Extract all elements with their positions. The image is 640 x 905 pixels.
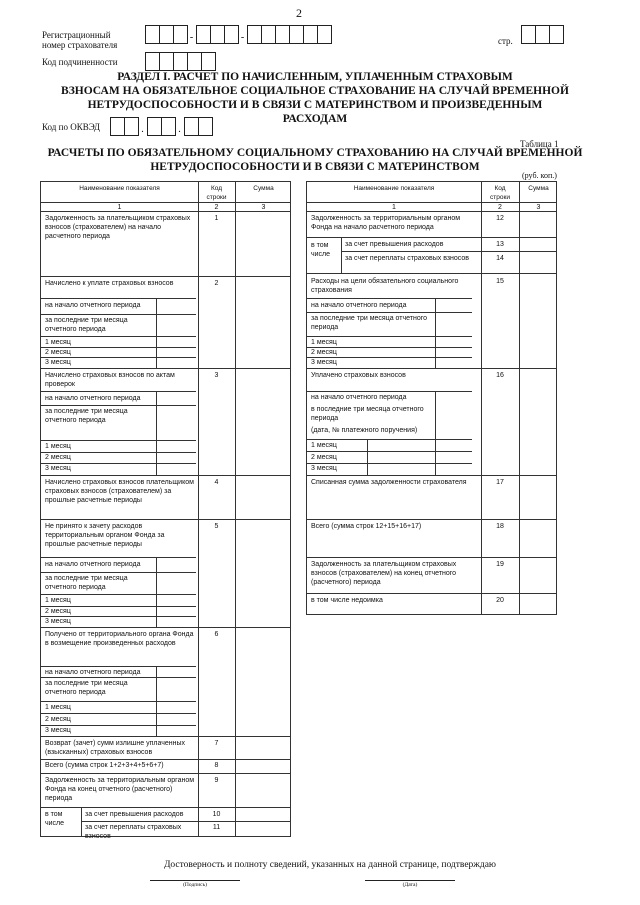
col-header-sum: Сумма	[528, 185, 549, 192]
row-code: 6	[214, 631, 219, 638]
row-code: 12	[496, 215, 504, 222]
table-title-line: НЕТРУДОСПОСОБНОСТИ И В СВЯЗИ С МАТЕРИНСТВОМ	[150, 161, 480, 173]
row-month: 2 месяц	[45, 349, 71, 356]
page-number-field[interactable]	[521, 25, 563, 44]
row-label: Задолженность за плательщиком страховых взносов (страхователем) на конец отчетного (расчетного) периода	[311, 561, 457, 586]
row-month: 3 месяц	[311, 465, 337, 472]
row-code: 5	[214, 523, 219, 530]
reg-number-field[interactable]: - -	[145, 25, 331, 51]
row-label: за счет переплаты страховых взносов	[345, 255, 469, 262]
reg-number-label	[42, 30, 117, 50]
row-month: 3 месяц	[45, 727, 71, 734]
row-label: Расходы на цели обязательного социального страхования	[311, 278, 459, 294]
col-header-name: Наименование показателя	[79, 185, 160, 192]
row-code: 15	[496, 278, 504, 285]
row-code: 16	[496, 372, 504, 379]
col-num-3: 3	[536, 204, 541, 211]
row-label: Уплачено страховых взносов	[311, 372, 406, 379]
col-header-code: Код строки	[490, 185, 510, 201]
row-label: Начислено к уплате страховых взносов	[45, 280, 174, 287]
date-label: (Дата)	[402, 882, 418, 888]
row-month: 3 месяц	[45, 465, 71, 472]
table-title-line: РАСЧЕТЫ ПО ОБЯЗАТЕЛЬНОМУ СОЦИАЛЬНОМУ СТРАХОВАНИЮ НА СЛУЧАЙ ВРЕМЕННОЙ	[47, 147, 583, 159]
confirmation-text: Достоверность и полноту сведений, указанных на данной странице, подтверждаю	[163, 860, 497, 870]
row-label: Начислено страховых взносов плательщиком страховых взносов (страхователем) за прошлые расчетные периоды	[45, 479, 194, 504]
row-month: 2 месяц	[45, 716, 71, 723]
col-header-name: Наименование показателя	[353, 185, 435, 192]
row-code: 14	[496, 255, 504, 262]
row-month: 1 месяц	[45, 704, 71, 711]
signature-label: (Подпись)	[183, 882, 207, 888]
row-code: 10	[212, 811, 221, 818]
row-month: 1 месяц	[311, 442, 337, 449]
right-table	[306, 181, 557, 615]
row-label: Всего (сумма строк 12+15+16+17)	[311, 523, 422, 530]
row-month: 1 месяц	[45, 443, 71, 450]
date-line[interactable]	[365, 880, 455, 881]
row-code: 19	[496, 561, 504, 568]
row-month: 3 месяц	[45, 359, 71, 366]
row-sublabel: в последние три месяца отчетного периода	[311, 406, 424, 422]
col-header-code: Код строки	[206, 185, 227, 201]
subordination-field[interactable]	[145, 52, 215, 71]
subordination-label: Код подчиненности	[42, 57, 118, 67]
row-sublabel: на начало отчетного периода	[45, 561, 141, 568]
row-code: 8	[214, 762, 219, 769]
row-sublabel: на начало отчетного периода	[45, 302, 141, 309]
row-code: 7	[214, 740, 219, 747]
row-label: за счет превышения расходов	[85, 811, 184, 818]
row-code: 17	[496, 479, 504, 486]
row-code: 3	[214, 372, 219, 379]
row-code: 18	[496, 523, 504, 530]
row-sublabel: за последние три месяца отчетного периода	[45, 317, 128, 333]
row-label: Задолженность за территориальным органом Фонда на конец отчетного (расчетного) периода	[45, 777, 195, 802]
row-label: за счет переплаты страховых взносов	[85, 824, 182, 840]
col-num-2: 2	[498, 204, 502, 211]
row-sublabel: за последние три месяца отчетного периода	[45, 575, 128, 591]
row-sublabel: за последние три месяца отчетного периода	[45, 680, 128, 696]
row-sublabel: на начало отчетного периода	[45, 669, 141, 676]
row-code: 20	[496, 597, 504, 604]
section-title-line: РАЗДЕЛ I. РАСЧЕТ ПО НАЧИСЛЕННЫМ, УПЛАЧЕННЫМ СТРАХОВЫМ	[117, 71, 513, 83]
row-label: Всего (сумма строк 1+2+3+4+5+6+7)	[45, 762, 164, 769]
row-sublabel: на начало отчетного периода	[45, 395, 141, 402]
table-title	[40, 146, 590, 174]
row-code: 11	[212, 824, 221, 831]
row-incl-label: в том числе	[45, 811, 65, 827]
row-code: 13	[496, 241, 504, 248]
row-label: Задолженность за плательщиком страховых взносов (страхователем) на начало расчетного периода	[45, 215, 191, 240]
row-month: 2 месяц	[311, 454, 337, 461]
col-num-1: 1	[392, 204, 396, 211]
row-sublabel: (дата, № платежного поручения)	[311, 427, 418, 434]
row-sublabel: на начало отчетного периода	[311, 394, 407, 401]
reg-label-line1: Регистрационный	[42, 30, 111, 40]
col-num-1: 1	[117, 204, 122, 211]
row-label: Списанная сумма задолженности страхователя	[311, 479, 467, 486]
okved-dot: .	[178, 124, 181, 135]
row-sublabel: за последние три месяца отчетного периода	[45, 408, 128, 424]
row-month: 1 месяц	[45, 339, 71, 346]
col-num-2: 2	[214, 204, 219, 211]
signature-line[interactable]	[150, 880, 240, 881]
row-sublabel: на начало отчетного периода	[311, 302, 407, 309]
page-mark: 2	[296, 6, 302, 20]
row-month: 1 месяц	[45, 597, 71, 604]
row-month: 2 месяц	[311, 349, 337, 356]
row-month: 3 месяц	[45, 618, 71, 625]
col-header-sum: Сумма	[253, 185, 274, 192]
row-label: Получено от территориального органа Фонда в возмещение произведенных расходов	[45, 631, 194, 647]
col-num-3: 3	[261, 204, 266, 211]
table-label: Таблица 1	[520, 139, 559, 149]
row-label: Задолженность за территориальным органом Фонда на начало расчетного периода	[311, 215, 461, 231]
row-label: Не принято к зачету расходов территориальным органом Фонда за прошлые расчетные периоды	[45, 523, 165, 548]
row-label: в том числе недоимка	[311, 597, 383, 604]
section-title-line: ВЗНОСАМ НА ОБЯЗАТЕЛЬНОЕ СОЦИАЛЬНОЕ СТРАХОВАНИЕ НА СЛУЧАЙ ВРЕМЕННОЙ	[61, 85, 569, 97]
row-code: 4	[214, 479, 219, 486]
okved-dot: .	[141, 124, 144, 135]
row-month: 2 месяц	[45, 608, 71, 615]
row-month: 2 месяц	[45, 454, 71, 461]
row-code: 2	[214, 280, 219, 287]
row-month: 1 месяц	[311, 339, 337, 346]
row-month: 3 месяц	[311, 359, 337, 366]
units-label: (руб. коп.)	[522, 171, 557, 180]
row-code: 1	[214, 215, 219, 222]
row-label: Возврат (зачет) сумм излишне уплаченных (взысканных) страховых взносов	[45, 740, 186, 756]
row-label: за счет превышения расходов	[345, 241, 444, 248]
row-sublabel: за последние три месяца отчетного периода	[311, 315, 428, 331]
page-number-label: стр.	[498, 36, 513, 46]
row-incl-label: в том числе	[311, 242, 331, 258]
row-code: 9	[214, 777, 219, 784]
section-title-line: НЕТРУДОСПОСОБНОСТИ И В СВЯЗИ С МАТЕРИНСТВОМ И ПРОИЗВЕДЕННЫМ РАСХОДАМ	[87, 99, 543, 125]
okved-label: Код по ОКВЭД	[42, 122, 101, 132]
left-table	[40, 181, 291, 840]
okved-field[interactable]	[110, 117, 212, 143]
reg-label-line2: номер страхователя	[42, 40, 118, 50]
row-label: Начислено страховых взносов по актам проверок	[45, 372, 175, 388]
